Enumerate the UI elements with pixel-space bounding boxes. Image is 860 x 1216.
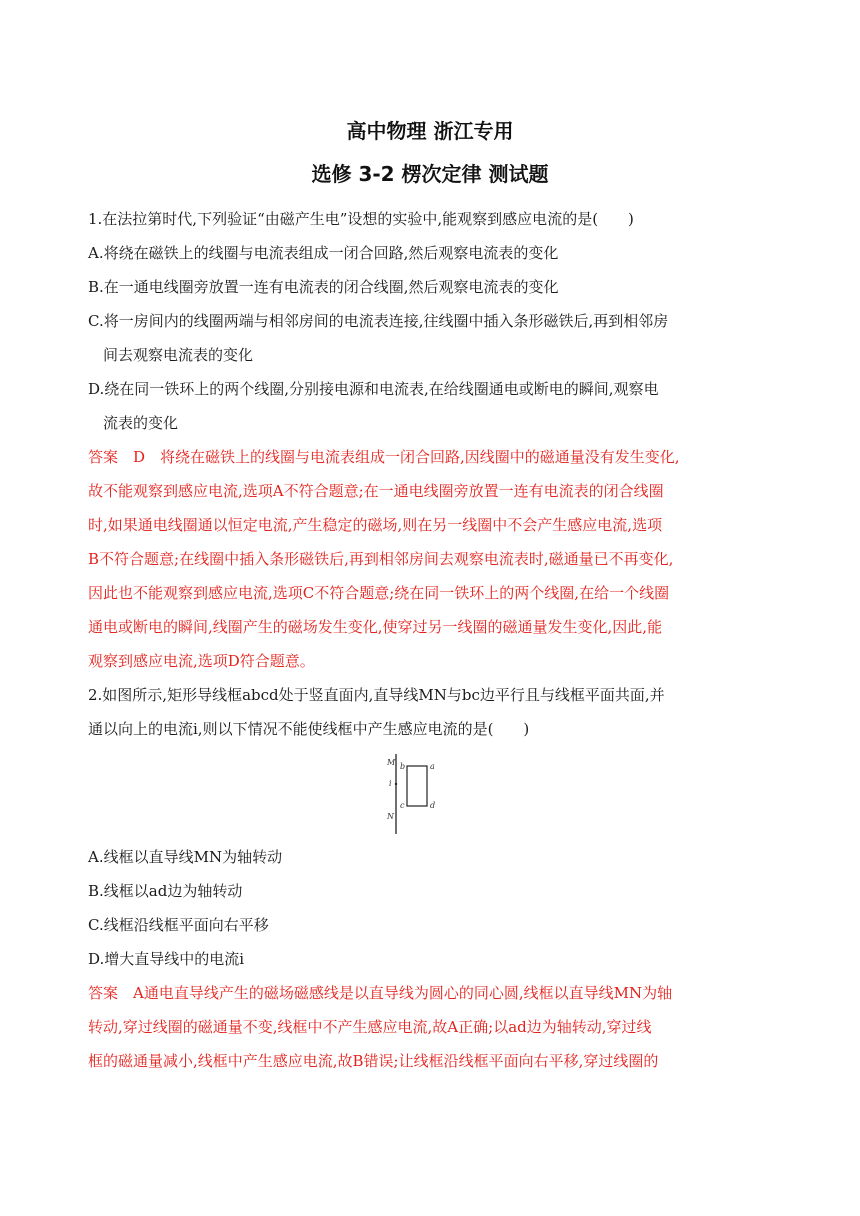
wire-current-dot: [395, 783, 397, 785]
document-body: [88, 202, 778, 1078]
wire-and-loop-diagram: [364, 746, 484, 836]
question-2-answer-line: 答案 A通电直导线产生的磁场磁感线是以直导线为圆心的同心圆,线框以直导线MN为轴: [88, 984, 673, 1002]
label-b: b: [400, 762, 406, 771]
question-2-stem-cont: 通以向上的电流i,则以下情况不能使线框中产生感应电流的是( ): [88, 720, 530, 738]
question-1-answer-line: 因此也不能观察到感应电流,选项C不符合题意;绕在同一铁环上的两个线圈,在给一个线圈: [88, 584, 670, 602]
question-1-answer-line: 故不能观察到感应电流,选项A不符合题意;在一通电线圈旁放置一连有电流表的闭合线圈: [88, 482, 664, 500]
question-1-answer-line: B不符合题意;在线圈中插入条形磁铁后,再到相邻房间去观察电流表时,磁通量已不再变化,: [88, 550, 674, 568]
question-1-option-c: C.将一房间内的线圈两端与相邻房间的电流表连接,往线圈中插入条形磁铁后,再到相邻房: [88, 312, 669, 330]
question-2-stem: 2.如图所示,矩形导线框abcd处于竖直面内,直导线MN与bc边平行且与线框平面共面,并: [88, 686, 665, 704]
question-2-option-d: D.增大直导线中的电流i: [88, 950, 245, 968]
label-c: c: [400, 801, 405, 810]
question-2-option-a: A.线框以直导线MN为轴转动: [88, 848, 283, 866]
label-n: N: [387, 812, 394, 821]
document-subtitle: 选修 3-2 楞次定律 测试题: [311, 162, 549, 186]
question-2-answer-line: 转动,穿过线圈的磁通量不变,线框中不产生感应电流,故A正确;以ad边为轴转动,穿过线: [88, 1018, 652, 1036]
question-1-option-b: B.在一通电线圈旁放置一连有电流表的闭合线圈,然后观察电流表的变化: [88, 278, 559, 296]
document-title: 高中物理 浙江专用: [346, 119, 514, 143]
question-1-answer-line: 时,如果通电线圈通以恒定电流,产生稳定的磁场,则在另一线圈中不会产生感应电流,选项: [88, 516, 663, 534]
question-1-option-d-cont: 流表的变化: [103, 414, 179, 432]
question-1-option-a: A.将绕在磁铁上的线圈与电流表组成一闭合回路,然后观察电流表的变化: [88, 244, 559, 262]
question-1-option-c-cont: 间去观察电流表的变化: [103, 346, 254, 364]
rectangular-loop-abcd: [407, 766, 427, 806]
question-2-option-b: B.线框以ad边为轴转动: [88, 882, 243, 900]
question-1-stem: 1.在法拉第时代,下列验证“由磁产生电”设想的实验中,能观察到感应电流的是( ): [88, 210, 634, 228]
label-i: i: [389, 779, 392, 788]
label-m: M: [387, 758, 396, 767]
question-2-answer-line: 框的磁通量减小,线框中产生感应电流,故B错误;让线框沿线框平面向右平移,穿过线圈的: [88, 1052, 659, 1070]
question-1-answer-line: 观察到感应电流,选项D符合题意。: [88, 652, 315, 670]
question-1-answer-line: 答案 D 将绕在磁铁上的线圈与电流表组成一闭合回路,因线圈中的磁通量没有发生变化,: [88, 448, 680, 466]
label-d: d: [430, 801, 436, 810]
question-2-figure: [88, 746, 778, 840]
question-1-option-d: D.绕在同一铁环上的两个线圈,分别接电源和电流表,在给线圈通电或断电的瞬间,观察电: [88, 380, 659, 398]
label-a: a: [430, 762, 435, 771]
question-2-option-c: C.线框沿线框平面向右平移: [88, 916, 269, 934]
question-1-answer-line: 通电或断电的瞬间,线圈产生的磁场发生变化,使穿过另一线圈的磁通量发生变化,因此,能: [88, 618, 663, 636]
